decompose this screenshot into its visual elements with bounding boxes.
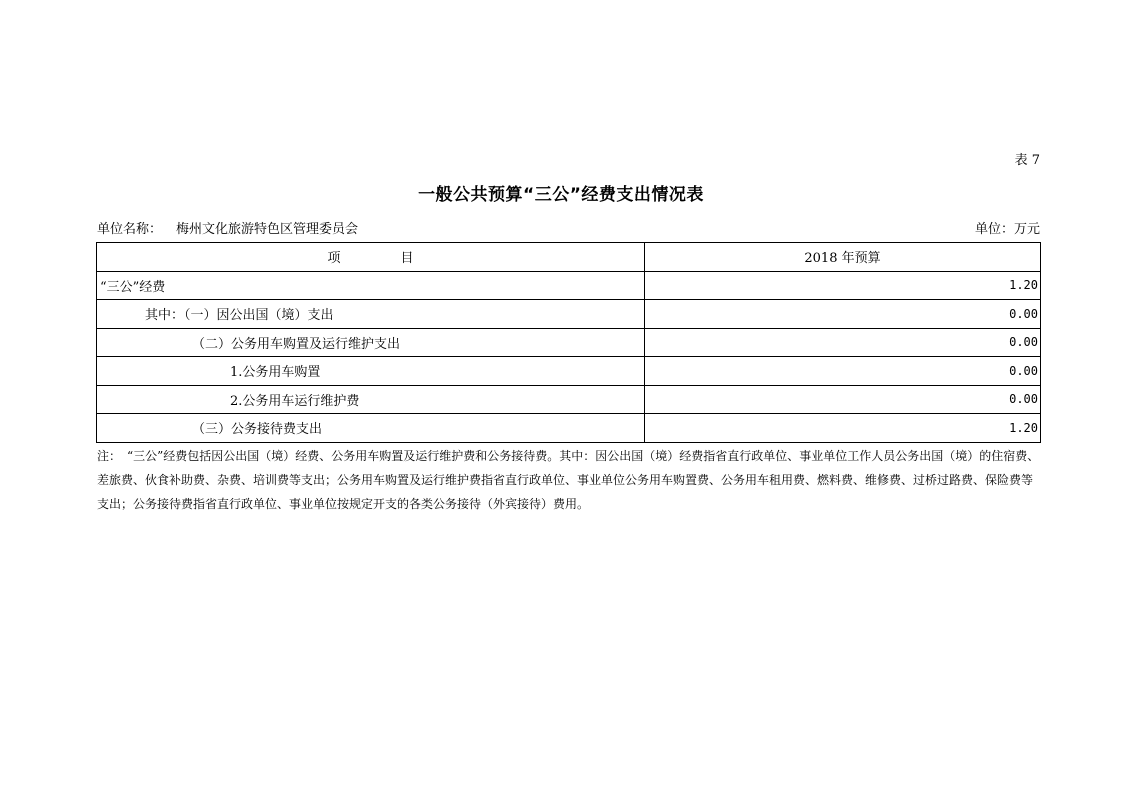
item-column-header-part1: 项 (327, 251, 341, 267)
item-column-header-part2: 目 (400, 251, 414, 267)
table-number: 表 7 (1014, 153, 1040, 168)
row-label: （三）公务接待费支出 (97, 414, 645, 443)
row-label: （二）公务用车购置及运行维护支出 (97, 328, 645, 357)
row-amount: 1.20 (645, 271, 1041, 300)
item-column-header (97, 243, 645, 272)
row-label: 2.公务用车运行维护费 (97, 385, 645, 414)
document-title: 一般公共预算“三公”经费支出情况表 (418, 185, 704, 205)
row-amount: 0.00 (645, 300, 1041, 329)
row-amount: 0.00 (645, 357, 1041, 386)
row-amount: 0.00 (645, 328, 1041, 357)
table-row (97, 271, 1041, 300)
unit-name-label: 单位名称： (97, 222, 163, 237)
table-row (97, 357, 1041, 386)
table-row (97, 414, 1041, 443)
row-label: 1.公务用车购置 (97, 357, 645, 386)
table-row (97, 328, 1041, 357)
unit-name: 梅州文化旅游特色区管理委员会 (176, 222, 359, 237)
row-label: 其中：（一）因公出国（境）支出 (97, 300, 645, 329)
row-label: “三公”经费 (97, 271, 645, 300)
currency-unit: 单位：万元 (974, 222, 1040, 237)
table-header-row (97, 243, 1041, 272)
unit-name-group (97, 218, 358, 237)
unit-info-line (97, 218, 1040, 237)
footnote: 注： “三公”经费包括因公出国（境）经费、公务用车购置及运行维护费和公务接待费。其中：因公出国（境）经费指省直行政单位、事业单位工作人员公务出国（境）的住宿费、差旅费、伙食补助费、杂费、培训费等支出；公务用车购置及运行维护费指省直行政单位、事业单位公务用车购置费、公务用车租用费、燃料费、维修费、过桥过路费、保险费等支出；公务接待费指省直行政单位、事业单位按规定开支的各类公务接待（外宾接待）费用。 (97, 449, 1040, 511)
table-row (97, 385, 1041, 414)
row-amount: 1.20 (645, 414, 1041, 443)
table-row (97, 300, 1041, 329)
budget-column-header: 2018 年预算 (645, 243, 1041, 272)
row-amount: 0.00 (645, 385, 1041, 414)
budget-table (96, 242, 1041, 443)
